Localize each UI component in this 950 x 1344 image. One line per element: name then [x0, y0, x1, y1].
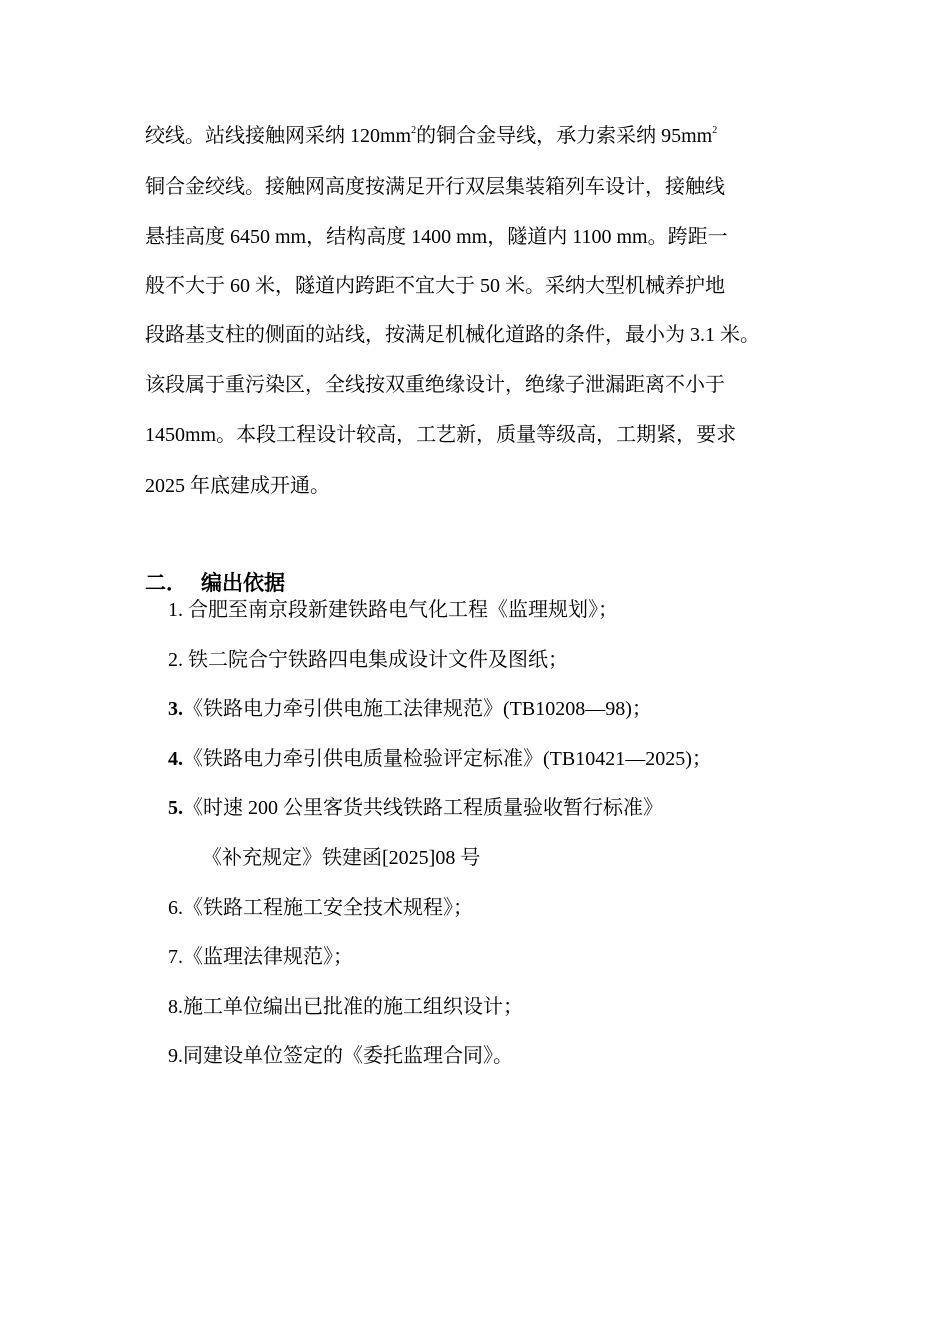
list-item-text: 施工单位编出已批准的施工组织设计； — [183, 996, 523, 1018]
list-item — [168, 945, 353, 969]
list-item-number: 7. — [168, 946, 183, 968]
list-item-number: 4. — [168, 748, 183, 770]
list-item-continuation — [202, 846, 480, 870]
list-item-text: 《铁路电力牵引供电质量检验评定标准》(TB10421—2025)； — [183, 748, 712, 770]
paragraph-text: 绞线。站线接触网采纳 120mm — [145, 125, 412, 147]
list-item-text: 合肥至南京段新建铁路电气化工程《监理规划》； — [188, 599, 618, 621]
list-item-text: 铁二院合宁铁路四电集成设计文件及图纸； — [188, 649, 568, 671]
list-item-text: 《监理法律规范》； — [183, 946, 353, 968]
superscript: 2 — [411, 125, 417, 136]
list-item-number: 3. — [168, 698, 183, 720]
list-item-text: 《补充规定》铁建函[2025]08 号 — [202, 847, 481, 869]
list-item-number: 5. — [168, 797, 183, 819]
list-item — [168, 995, 523, 1019]
list-item-text: 《铁路电力牵引供电施工法律规范》(TB10208—98)； — [183, 698, 652, 720]
paragraph-line-7: 1450mm。本段工程设计较高，工艺新，质量等级高，工期紧，要求 — [145, 424, 737, 446]
list-item — [168, 648, 568, 672]
list-item-number: 8. — [168, 996, 183, 1018]
list-item-number: 6. — [168, 897, 183, 919]
paragraph-line-5: 段路基支柱的侧面的站线，按满足机械化道路的条件，最小为 3.1 米。 — [145, 324, 760, 346]
list-item-number: 9. — [168, 1045, 183, 1067]
list-item — [168, 796, 663, 820]
list-item — [168, 896, 473, 920]
list-item-text: 《铁路工程施工安全技术规程》； — [183, 897, 473, 919]
paragraph-line-8: 2025 年底建成开通。 — [145, 475, 330, 497]
paragraph-line-4: 般不大于 60 米，隧道内跨距不宜大于 50 米。采纳大型机械养护地 — [145, 275, 725, 297]
paragraph-line-2: 铜合金绞线。接触网高度按满足开行双层集装箱列车设计，接触线 — [145, 176, 725, 198]
list-item — [168, 598, 618, 622]
paragraph-line-6: 该段属于重污染区，全线按双重绝缘设计，绝缘子泄漏距离不小于 — [145, 374, 725, 396]
superscript: 2 — [712, 125, 718, 136]
list-item-number: 1. — [168, 599, 188, 621]
list-item — [168, 1044, 513, 1068]
paragraph-text: 的铜合金导线，承力索采纳 95mm — [416, 125, 713, 147]
list-item-number: 2. — [168, 649, 188, 671]
list-item-text: 同建设单位签定的《委托监理合同》。 — [183, 1045, 513, 1067]
list-item-text: 《时速 200 公里客货共线铁路工程质量验收暂行标准》 — [183, 797, 663, 819]
section-number: 二． — [145, 571, 187, 595]
list-item — [168, 697, 652, 721]
paragraph-line-3: 悬挂高度 6450 mm，结构高度 1400 mm，隧道内 1100 mm。跨距一 — [145, 226, 728, 248]
paragraph-line-1 — [145, 124, 717, 148]
section-heading — [145, 570, 285, 596]
list-item — [168, 747, 712, 771]
section-title: 编出依据 — [201, 571, 285, 595]
